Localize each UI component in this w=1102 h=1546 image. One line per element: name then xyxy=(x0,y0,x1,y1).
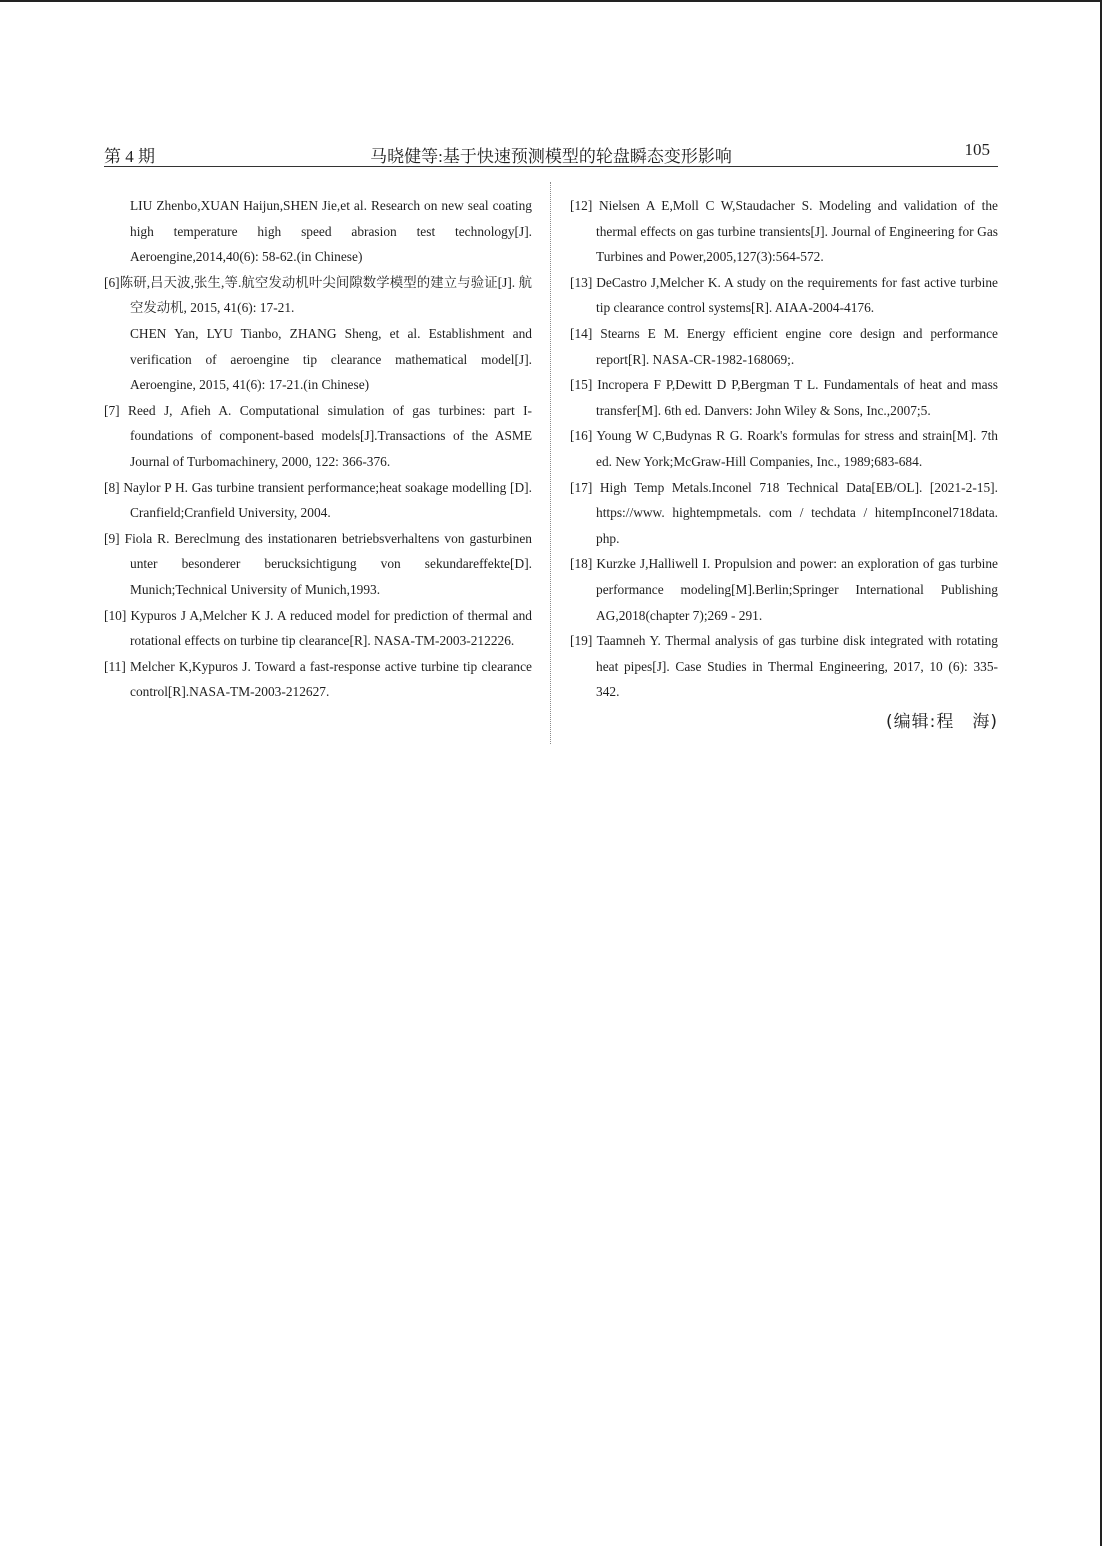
reference-number: [16] xyxy=(570,428,593,444)
reference-item xyxy=(570,321,998,372)
reference-text: Incropera F P,Dewitt D P,Bergman T L. Fundamentals of heat and mass transfer[M]. 6th ed. Danvers: John Wiley & Sons, Inc.,2007;5. xyxy=(596,377,998,418)
reference-item xyxy=(570,475,998,552)
reference-number: [8] xyxy=(104,479,120,495)
reference-number: [13] xyxy=(570,274,593,290)
reference-item xyxy=(104,654,532,705)
running-title: 马晓健等:基于快速预测模型的轮盘瞬态变形影响 xyxy=(370,147,732,166)
reference-number: [7] xyxy=(104,402,120,418)
running-header xyxy=(104,140,998,166)
reference-text: DeCastro J,Melcher K. A study on the requirements for fast active turbine tip clearance control systems[R]. AIAA-2004-4176. xyxy=(596,274,998,316)
reference-item xyxy=(570,423,998,474)
reference-item xyxy=(104,398,532,475)
reference-text: Young W C,Budynas R G. Roark's formulas for stress and strain[M]. 7th ed. New York;McGraw-Hill Companies, Inc., 1989;683-684. xyxy=(596,428,998,469)
page-number: 105 xyxy=(964,140,990,159)
reference-number: [9] xyxy=(104,530,120,546)
reference-number: [6] xyxy=(104,274,120,290)
reference-text: Naylor P H. Gas turbine transient performance;heat soakage modelling [D]. Cranfield;Cranfield University, 2004. xyxy=(123,479,532,521)
references-left-column xyxy=(104,193,532,705)
reference-number: [18] xyxy=(570,556,593,572)
reference-text: 陈研,吕天波,张生,等.航空发动机叶尖间隙数学模型的建立与验证[J]. 航空发动机, 2015, 41(6): 17-21. xyxy=(119,274,532,316)
reference-text: Taamneh Y. Thermal analysis of gas turbine disk integrated with rotating heat pipes[J]. Case Studies in Thermal Engineering, 2017, 10 (6): 335-342. xyxy=(596,633,998,700)
references-right-column xyxy=(570,193,998,705)
reference-item xyxy=(570,628,998,705)
reference-text: High Temp Metals.Inconel 718 Technical Data[EB/OL]. [2021-2-15]. https://www. hightempmetals. com / techdata / hitempInconel718data. php. xyxy=(596,479,998,546)
reference-item xyxy=(104,603,532,654)
reference-item xyxy=(570,193,998,270)
reference-text: CHEN Yan, LYU Tianbo, ZHANG Sheng, et al. Establishment and verification of aeroengine tip clearance mathematical model[J]. Aeroengine, 2015, 41(6): 17-21.(in Chinese) xyxy=(130,325,532,393)
reference-text: LIU Zhenbo,XUAN Haijun,SHEN Jie,et al. Research on new seal coating high temperature high speed abrasion test technology[J]. Aeroengine,2014,40(6): 58-62.(in Chinese) xyxy=(130,198,532,265)
reference-number: [10] xyxy=(104,607,127,623)
reference-number: [17] xyxy=(570,479,593,495)
reference-item xyxy=(104,270,532,321)
reference-number: [14] xyxy=(570,325,593,341)
reference-item xyxy=(570,551,998,628)
column-divider xyxy=(550,182,551,744)
reference-text: Stearns E M. Energy efficient engine core design and performance report[R]. NASA-CR-1982-168069;. xyxy=(596,325,998,367)
reference-text: Nielsen A E,Moll C W,Staudacher S. Modeling and validation of the thermal effects on gas turbine transients[J]. Journal of Engineering for Gas Turbines and Power,2005,127(3):564-572. xyxy=(596,198,998,265)
reference-text: Reed J, Afieh A. Computational simulation of gas turbines: part I-foundations of component-based models[J].Transactions of the ASME Journal of Turbomachinery, 2000, 122: 366-376. xyxy=(128,402,532,469)
reference-item xyxy=(104,526,532,603)
reference-item xyxy=(104,321,532,398)
reference-item xyxy=(104,475,532,526)
page-top-border xyxy=(0,0,1102,2)
reference-text: Kurzke J,Halliwell I. Propulsion and power: an exploration of gas turbine performance modeling[M].Berlin;Springer International Publishing AG,2018(chapter 7);269 - 291. xyxy=(596,556,998,623)
reference-number: [11] xyxy=(104,658,126,674)
reference-item xyxy=(570,372,998,423)
editor-note: (编辑:程 海) xyxy=(886,712,998,732)
reference-text: Melcher K,Kypuros J. Toward a fast-response active turbine tip clearance control[R].NASA-TM-2003-212627. xyxy=(130,658,532,700)
reference-number: [12] xyxy=(570,198,593,213)
reference-number: [15] xyxy=(570,377,593,393)
reference-item xyxy=(104,193,532,270)
reference-number: [19] xyxy=(570,633,593,649)
reference-item xyxy=(570,270,998,321)
header-rule xyxy=(104,166,998,167)
reference-text: Fiola R. Bereclmung des instationaren betriebsverhaltens von gasturbinen unter besonderer berucksichtigung von sekundareffekte[D]. Munich;Technical University of Munich,1993. xyxy=(124,530,532,597)
reference-text: Kypuros J A,Melcher K J. A reduced model for prediction of thermal and rotational effects on turbine tip clearance[R]. NASA-TM-2003-212226. xyxy=(130,607,532,649)
issue-number: 第 4 期 xyxy=(104,147,155,166)
